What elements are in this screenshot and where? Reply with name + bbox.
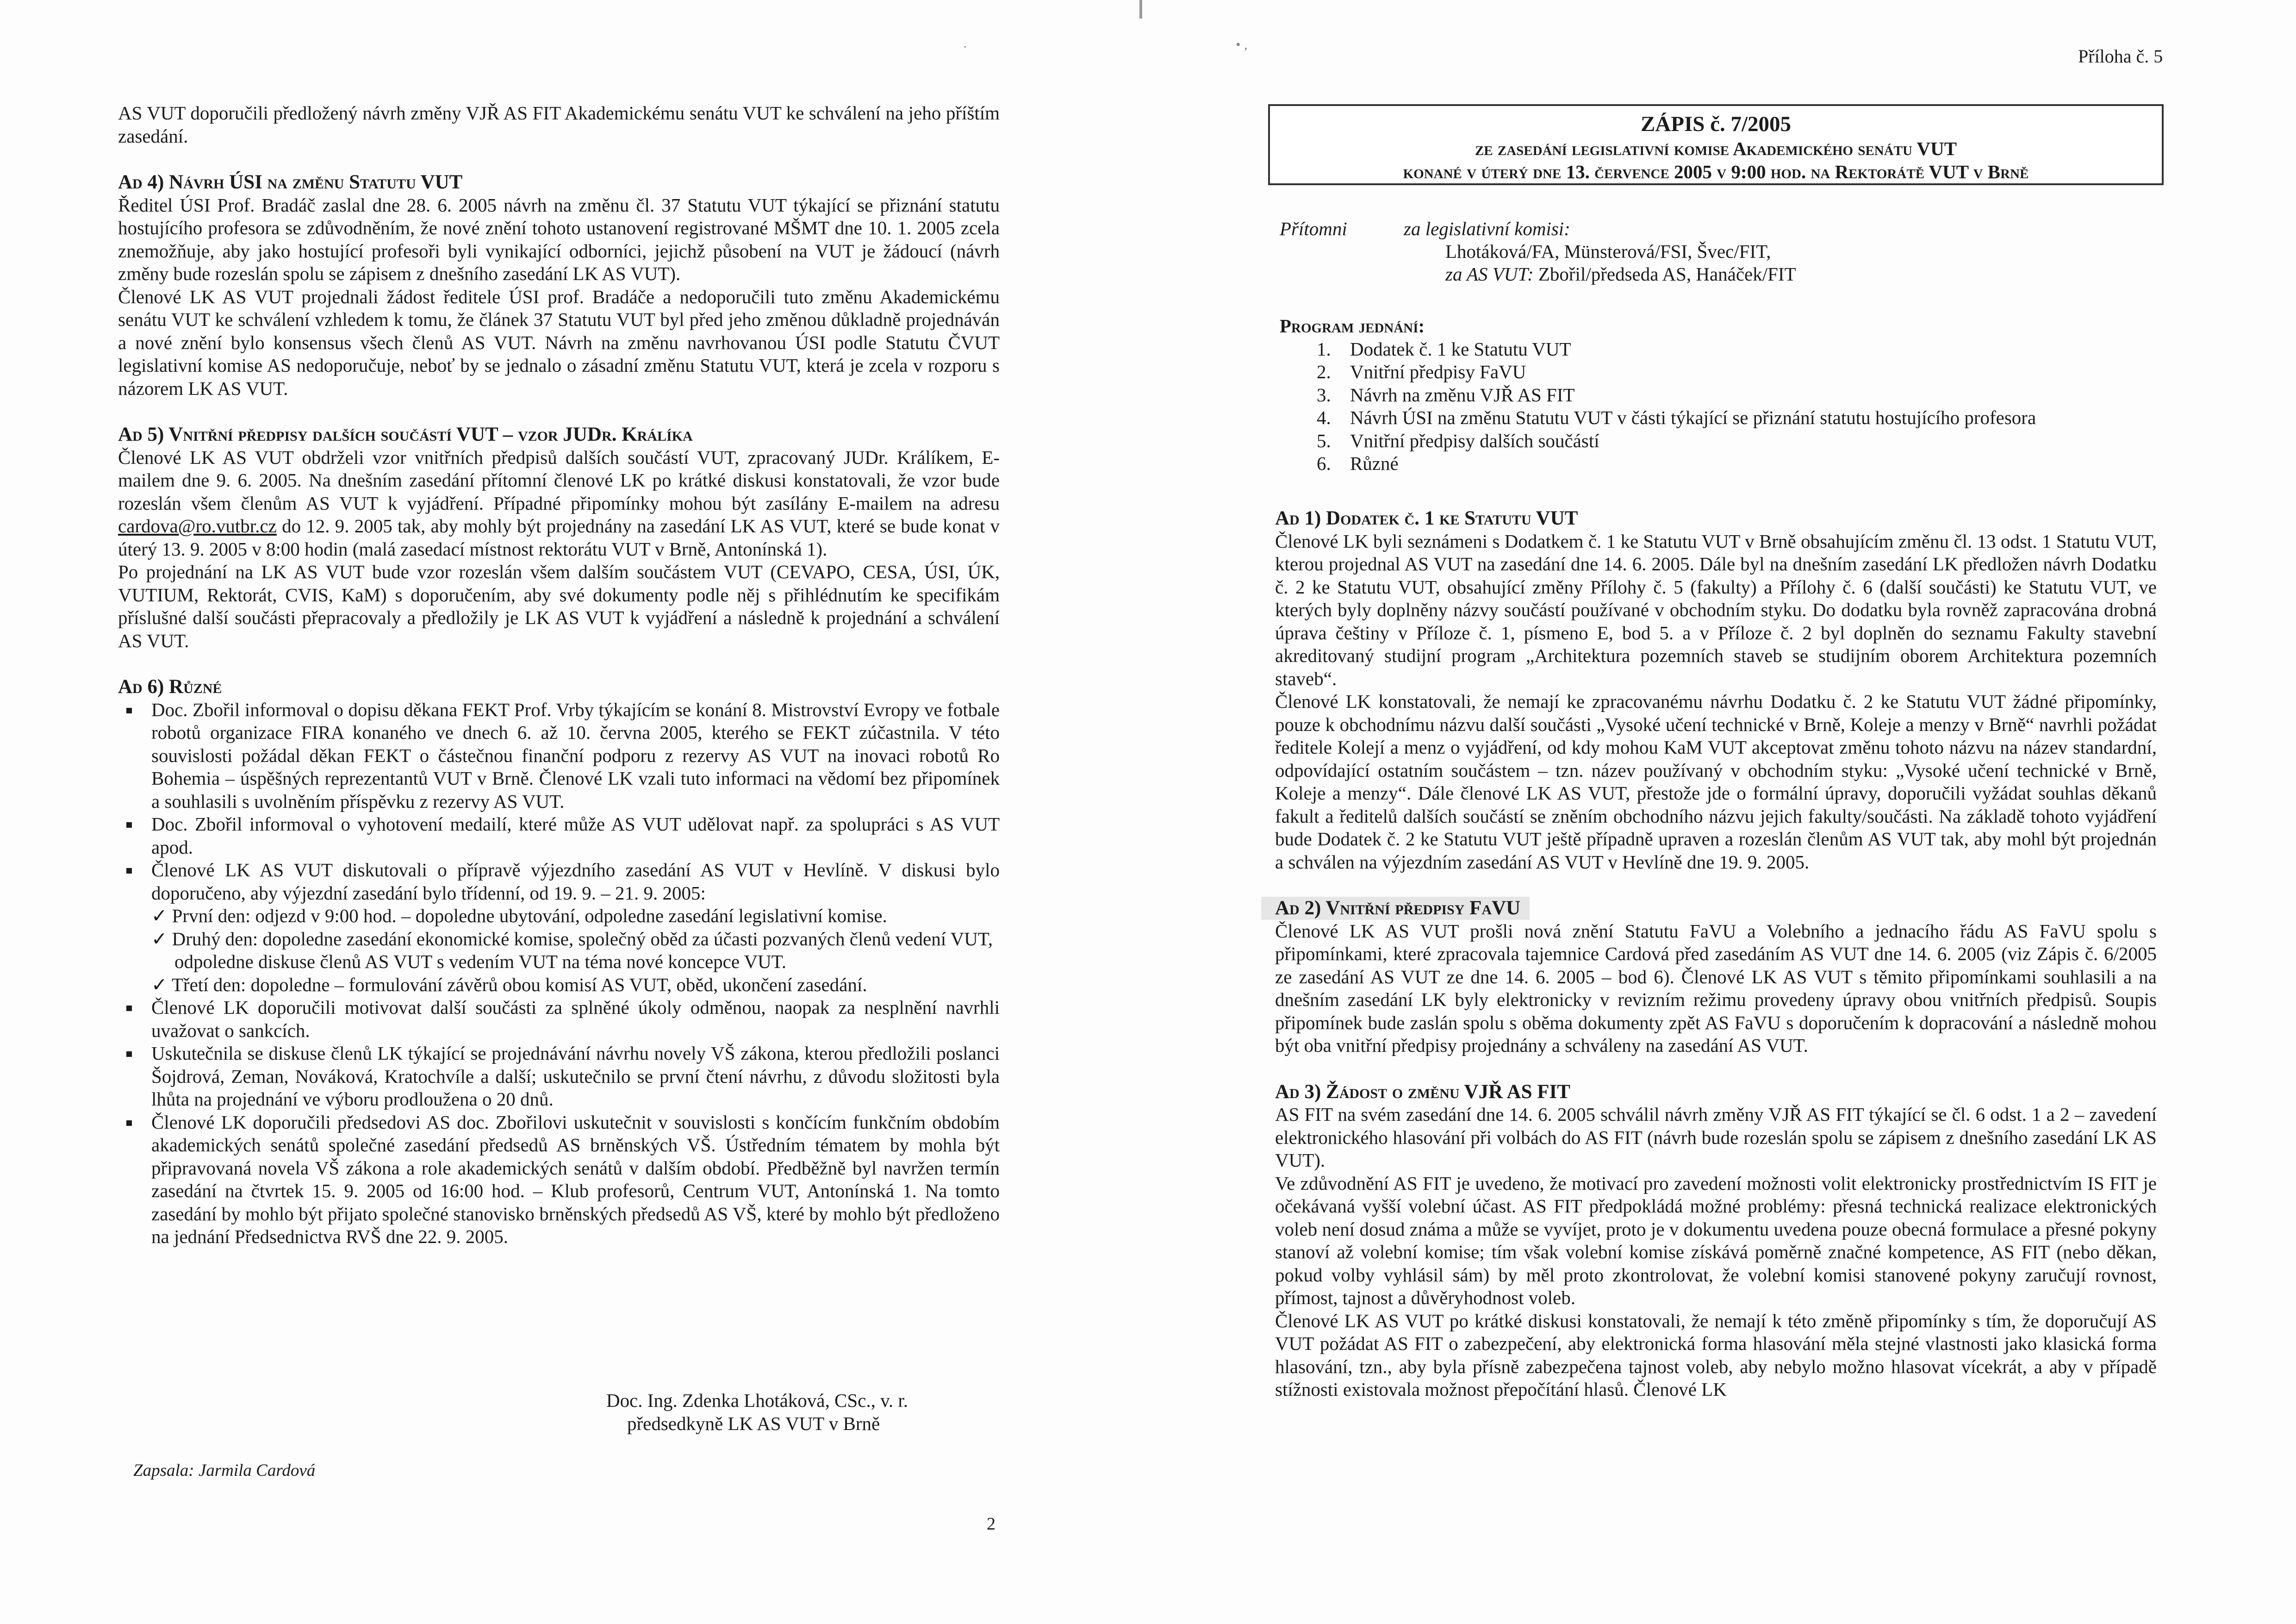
scan-artifact: • , xyxy=(1236,37,1248,52)
signature-role: předsedkyně LK AS VUT v Brně xyxy=(627,1413,880,1434)
attendance-rows xyxy=(1404,218,2098,286)
list-item: Členové LK doporučili motivovat další součásti za splněné úkoly odměnou, naopak za nesplnění navrhli uvažovat o sankcích. xyxy=(118,996,1000,1042)
program-item-text: Návrh ÚSI na změnu Statutu VUT v části týkající se přiznání statutu hostujícího profesora xyxy=(1350,407,2036,428)
list-item: Členové LK doporučili předsedovi AS doc. Zbořilovi uskutečnit v souvislosti s končícím funkčním obdobím akademických senátů společné zasedání předsedů AS brněnských VŠ. Ústředním tématem by mohla být připravovaná novela VŠ zákona a role akademických senátů v dalším období. Předběžně byl navržen termín zasedání na čtvrtek 15. 9. 2005 od 16:00 hod. – Klub profesorů, Centrum VUT, Antonínská 1. Na tomto zasedání by mohlo být přijato společné stanovisko brněnských předsedů AS VŠ, které by mohlo být předloženo na jednání Předsednictva RVŠ dne 22. 9. 2005. xyxy=(118,1111,1000,1249)
section-heading: Ad 2) Vnitřní předpisy FaVU xyxy=(1261,897,1530,920)
section-heading: Ad 3) Žádost o změnu VJŘ AS FIT xyxy=(1275,1081,1570,1103)
program-item-number: 1. xyxy=(1317,338,1331,360)
paragraph: Členové LK konstatovali, že nemají ke zpracovanému návrhu Dodatku č. 2 ke Statutu VUT žádné připomínky, pouze k obchodnímu názvu další součásti „Vysoké učení technické v Brně, Koleje a menzy v Brně“ navrhli požádat ředitele Kolejí a menz o vyjádření, od kdy mohou KaM VUT akceptovat změnu tohoto názvu na název standardní, odpovídající ostatním součástem – tzn. název používaný v obchodním styku: „Vysoké učení technické v Brně, Koleje a menzy“. Dále členové LK AS VUT, přestože jde o formální úpravy, doporučili vyžádat souhlas děkanů fakult a ředitelů dalších součástí se zněním obchodního názvu jejich fakulty/součásti. Na základě tohoto vyjádření bude Dodatek č. 2 ke Statutu VUT ještě případně upraven a rozeslán členům AS VUT tak, aby mohl být projednán a schválen na výjezdním zasedání AS VUT v Hevlíně dne 19. 9. 2005. xyxy=(1275,691,2157,873)
paragraph: Členové LK AS VUT projednali žádost ředitele ÚSI prof. Bradáče a nedoporučili tuto změnu Akademickému senátu VUT ke schválení vzhledem k tomu, že článek 37 Statutu VUT byl před jeho změnou důkladně projednáván a nové znění bylo konsensus všech členů AS VUT. Návrh na změnu navrhovanou ÚSI podle Statutu ČVUT legislativní komise AS nedoporučuje, neboť by se jednalo o zásadní změnu Statutu VUT, která je zcela v rozporu s názorem LK AS VUT. xyxy=(118,286,1000,399)
intro-paragraph: AS VUT doporučili předložený návrh změny VJŘ AS FIT Akademickému senátu VUT ke schválení na jeho příštím zasedání. xyxy=(118,102,1000,147)
program-item-number: 2. xyxy=(1317,361,1331,382)
paragraph: Členové LK AS VUT prošli nová znění Statutu FaVU a Volebního a jednacího řádu AS FaVU spolu s připomínkami, které zpracovala tajemnice Cardová před zasedáním AS VUT dne 14. 6. 2005 (viz Zápis č. 6/2005 ze zasedání AS VUT ze dne 14. 6. 2005 – bod 6). Členové LK AS VUT s těmito připomínkami souhlasili a na dnešním zasedání LK byly elektronicky v revizním režimu provedeny úpravy obou vnitřních předpisů. Soupis připomínek bude zaslán spolu s oběma dokumenty zpět AS FaVU s doporučením k dopracování a následně mohou být oba vnitřní předpisy projednány a schváleny na zasedání AS VUT. xyxy=(1275,920,2157,1056)
page-number: 2 xyxy=(987,1514,996,1534)
program-item-number: 5. xyxy=(1317,430,1331,451)
program-item xyxy=(1280,384,2168,407)
program-item-number: 3. xyxy=(1317,384,1331,406)
program-item xyxy=(1280,338,2168,361)
left-page xyxy=(0,0,1143,1624)
program-item-text: Návrh na změnu VJŘ AS FIT xyxy=(1350,384,1575,406)
senate-label: za AS VUT: xyxy=(1445,263,1534,285)
section-heading: Ad 6) Různé xyxy=(118,676,222,698)
program-item xyxy=(1280,361,2168,384)
right-page-body xyxy=(1275,507,2157,1401)
bullet-list xyxy=(118,699,1000,1249)
program-heading: Program jednání: xyxy=(1280,315,1425,337)
program-block xyxy=(1280,315,2168,475)
paragraph: Členové LK byli seznámeni s Dodatkem č. 1 ke Statutu VUT v Brně obsahujícím změnu čl. 13 odst. 1 Statutu VUT, kterou projednal AS VUT na zasedání dne 14. 6. 2005. Dále byl na dnešním zasedání LK předložen návrh Dodatku č. 2 ke Statutu VUT, obsahující změny Přílohy č. 5 (fakulty) a Přílohy č. 6 (další součásti) ke Statutu VUT, ve kterých byly doplněny názvy součástí používané v obchodním styku. Do dodatku byla rovněž zapracována drobná úprava češtiny v Příloze č. 1, písmeno E, bod 5. a v Příloze č. 2 byl doplněn do seznamu Fakulty stavební akreditovaný studijní program „Architektura pozemních staveb se studijním oborem Architektura pozemních staveb“. xyxy=(1275,530,2157,689)
paragraph: Ředitel ÚSI Prof. Bradáč zaslal dne 28. 6. 2005 návrh na změnu čl. 37 Statutu VUT týkající se přiznání statutu hostujícího profesora se zdůvodněním, že nové znění tohoto ustanovení registrované MŠMT dne 10. 1. 2005 zcela znemožňuje, aby jako hostující profesoři byli vynikající odborníci, jejichž působení na VUT je žádoucí (návrh změny bude rozeslán spolu se zápisem z dnešního zasedání LK AS VUT). xyxy=(118,194,1000,284)
commission-label: za legislativní komisi: xyxy=(1404,218,1570,239)
section-ad5 xyxy=(118,423,1000,652)
paragraph: Členové LK AS VUT po krátké diskusi konstatovali, že nemají k této změně připomínky s tím, že doporučují AS VUT požádat AS FIT o zabezpečení, aby elektronická forma hlasování měla stejné vlastnosti jako klasická forma hlasování, tzn., aby byla přísně zabezpečena tajnost voleb, aby nebylo možno hlasovat vícekrát, a aby v případě stížnosti existovala možnost přepočítání hlasů. Členové LK xyxy=(1275,1310,2157,1400)
paragraph xyxy=(118,446,1000,561)
section-ad1 xyxy=(1275,507,2157,874)
minutes-title-box xyxy=(1268,104,2164,185)
program-item-text: Vnitřní předpisy dalších součástí xyxy=(1350,430,1599,451)
paragraph: Po projednání na LK AS VUT bude vzor rozeslán všem dalším součástem VUT (CEVAPO, CESA, ÚSI, ÚK, VUTIUM, Rektorát, CVIS, KaM) s doporučením, aby své dokumenty podle něj s přihlédnutím ke specifikám příslušné další součásti přepracovaly a předložily je LK AS VUT k vyjádření a následně k projednání a schválení AS VUT. xyxy=(118,561,1000,651)
paragraph: Ve zdůvodnění AS FIT je uvedeno, že motivací pro zavedení možnosti volit elektronicky prostřednictvím IS FIT je očekávaná vyšší volební účast. AS FIT předpokládá možné problémy: přesná technická realizace elektronických voleb není dosud známa a může se vyvíjet, proto je v dokumentu uvedena pouze obecná formulace a přesné pokyny stanoví až volební komise; tím však volební komise získává poměrně značné kompetence, AS FIT (nebo děkan, pokud volby vyhlásil sám) by měl proto zkontrolovat, že volební komisi stanovené pokyny zaručují rovnost, přímost, tajnost a důvěryhodnost voleb. xyxy=(1275,1172,2157,1308)
section-heading: Ad 4) Návrh ÚSI na změnu Statutu VUT xyxy=(118,171,463,193)
program-item-text: Vnitřní předpisy FaVU xyxy=(1350,361,1526,382)
program-list xyxy=(1280,338,2168,475)
section-ad6 xyxy=(118,675,1000,1249)
list-item xyxy=(118,859,1000,996)
section-ad4 xyxy=(118,171,1000,400)
senate-members: Zbořil/předseda AS, Hanáček/FIT xyxy=(1538,263,1796,285)
minutes-date-line: konané v úterý dne 13. července 2005 v 9:00 hod. na Rektorátě VUT v Brně xyxy=(1403,161,2029,182)
senate-row xyxy=(1404,263,2098,286)
recorded-by: Zapsala: Jarmila Cardová xyxy=(133,1461,316,1480)
list-item: Doc. Zbořil informoval o vyhotovení medailí, které může AS VUT udělovat např. za spolupráci s AS VUT apod. xyxy=(118,813,1000,859)
section-heading: Ad 5) Vnitřní předpisy dalších součástí VUT – vzor JUDr. Králíka xyxy=(118,424,693,445)
program-item xyxy=(1280,430,2168,453)
signature-name: Doc. Ing. Zdenka Lhotáková, CSc., v. r. xyxy=(606,1390,908,1411)
program-item xyxy=(1280,406,2168,430)
list-item: Doc. Zbořil informoval o dopisu děkana FEKT Prof. Vrby týkajícím se konání 8. Mistrovství Evropy ve fotbale robotů organizace FIRA konaného ve dnech 6. až 10. června 2005, kterého se FEKT zúčastnila. V této souvislosti požádal děkan FEKT o částečnou finanční podporu z rezervy AS VUT na inovaci robotů Ro Bohemia – úspěšných reprezentantů VUT v Brně. Členové LK vzali tuto informaci na vědomí bez připomínek a souhlasili s uvolněním příspěvku z rezervy AS VUT. xyxy=(118,699,1000,813)
checkmark-list xyxy=(151,905,1000,996)
commission-members: Lhotáková/FA, Münsterová/FSI, Švec/FIT, xyxy=(1445,241,1771,262)
program-item-text: Různé xyxy=(1350,453,1399,474)
paragraph-text: do 12. 9. 2005 tak, aby mohly být projednány na zasedání LK AS VUT, které se bude konat v úterý 13. 9. 2005 v 8:00 hodin (malá zasedací místnost rektorátu VUT v Brně, Antonínská 1). xyxy=(118,515,1000,560)
section-ad2 xyxy=(1275,897,2157,1057)
signature-block xyxy=(606,1389,908,1435)
attendance-label: Přítomni xyxy=(1280,218,1347,239)
check-item: ✓ Druhý den: dopoledne zasedání ekonomické komise, společný oběd za účasti pozvaných členů vedení VUT, odpoledne diskuse členů AS VUT s vedením VUT na téma nové koncepce VUT. xyxy=(151,928,1000,974)
list-item-text: Členové LK AS VUT diskutovali o přípravě výjezdního zasedání AS VUT v Hevlíně. V diskusi bylo doporučeno, aby výjezdní zasedání bylo třídenní, od 19. 9. – 21. 9. 2005: xyxy=(151,859,1000,904)
paragraph-text: Členové LK AS VUT obdrželi vzor vnitřních předpisů dalších součástí VUT, zpracovaný JUDr. Králíkem, E-mailem dne 9. 6. 2005. Na dnešním zasedání přítomní členové LK po krátké diskusi konstatovali, že vzor bude rozeslán všem členům AS VUT k vyjádření. Případné připomínky mohou být zasílány E-mailem na adresu xyxy=(118,446,1000,514)
paragraph: AS FIT na svém zasedání dne 14. 6. 2005 schválil návrh změny VJŘ AS FIT týkající se čl. 6 odst. 1 a 2 – zavedení elektronického hlasování při volbách do AS FIT (návrh bude rozeslán spolu se zápisem z dnešního zasedání LK AS VUT). xyxy=(1275,1104,2157,1171)
check-item: ✓ První den: odjezd v 9:00 hod. – dopoledne ubytování, odpoledne zasedání legislativní komise. xyxy=(151,905,1000,928)
minutes-subtitle: ze zasedání legislativní komise Akademického senátu VUT xyxy=(1475,138,1957,159)
check-item: ✓ Třetí den: dopoledne – formulování závěrů obou komisí AS VUT, oběd, ukončení zasedání. xyxy=(151,974,1000,997)
list-item: Uskutečnila se diskuse členů LK týkající se projednávání návrhu novely VŠ zákona, kterou předložili poslanci Šojdrová, Zeman, Nováková, Kratochvíle a další; uskutečnilo se první čtení návrhu, z důvodu složitosti byla lhůta na projednání ve výboru prodloužena o 20 dnů. xyxy=(118,1042,1000,1111)
left-page-body xyxy=(118,102,1000,1249)
annex-label: Příloha č. 5 xyxy=(2078,46,2163,67)
page-gutter xyxy=(1139,0,1142,19)
email-link[interactable]: cardova@ro.vutbr.cz xyxy=(118,515,277,537)
minutes-title: ZÁPIS č. 7/2005 xyxy=(1640,112,1792,136)
scan-artifact: · xyxy=(963,39,967,55)
program-item-number: 4. xyxy=(1317,407,1331,428)
program-item-text: Dodatek č. 1 ke Statutu VUT xyxy=(1350,338,1571,360)
program-item-number: 6. xyxy=(1317,453,1331,474)
section-heading: Ad 1) Dodatek č. 1 ke Statutu VUT xyxy=(1275,507,1578,529)
section-ad3 xyxy=(1275,1081,2157,1401)
program-item xyxy=(1280,452,2168,475)
